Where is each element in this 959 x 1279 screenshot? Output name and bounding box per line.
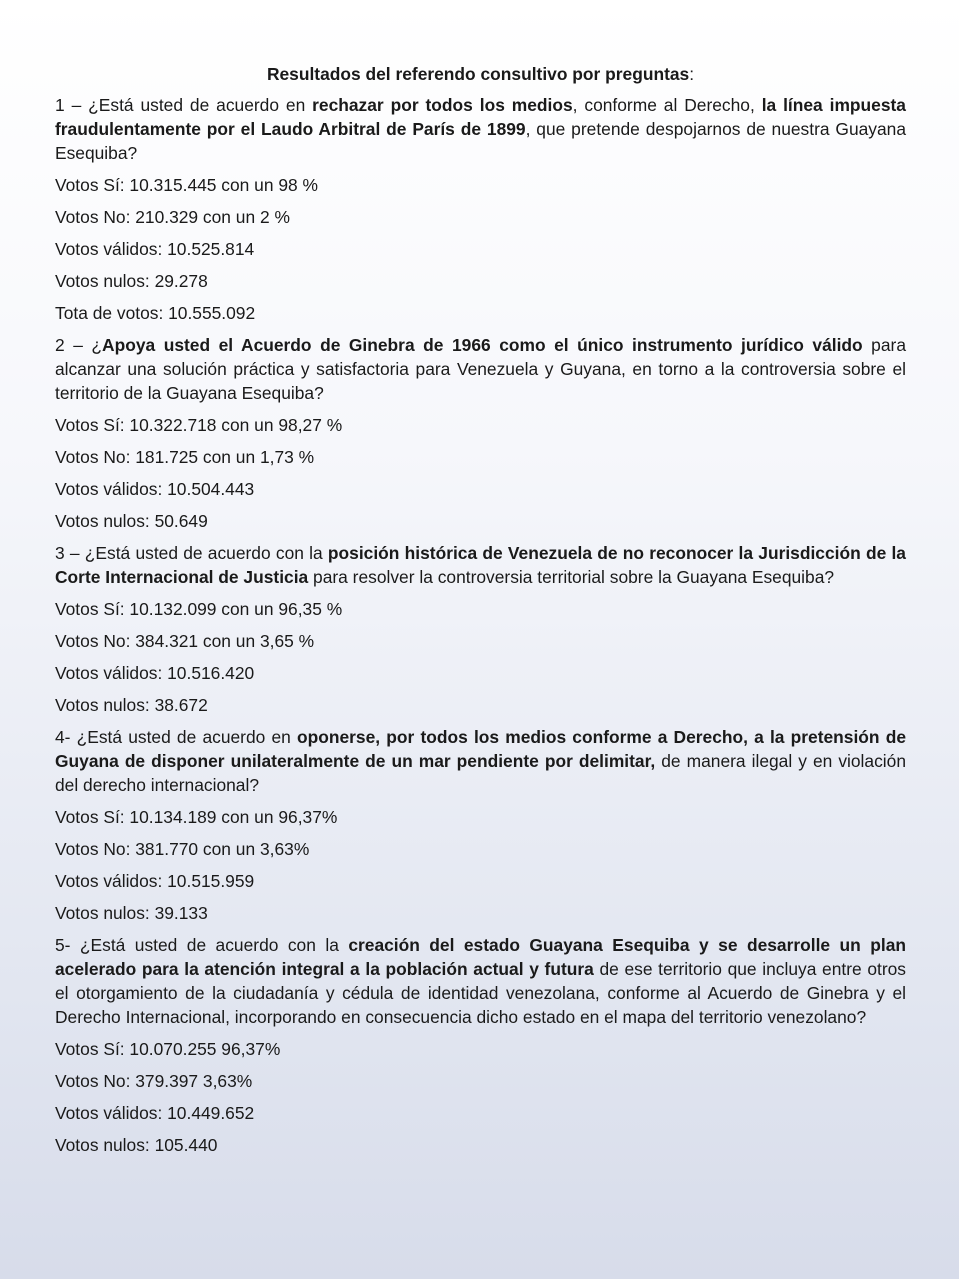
vote-result-line: Tota de votos: 10.555.092 bbox=[55, 303, 256, 323]
question-text-5 bbox=[55, 933, 906, 1029]
vote-result-line: Votos nulos: 50.649 bbox=[55, 511, 208, 531]
question-segment: de manera ilegal y en violación del derecho internacional? bbox=[55, 751, 906, 795]
vote-result-line: Votos válidos: 10.516.420 bbox=[55, 663, 255, 683]
vote-result-line: Votos Sí: 10.322.718 con un 98,27 % bbox=[55, 415, 343, 435]
document-title-text: Resultados del referendo consultivo por preguntas bbox=[266, 64, 690, 84]
vote-result-line: Votos Sí: 10.132.099 con un 96,35 % bbox=[55, 599, 343, 619]
question-text-1 bbox=[55, 93, 906, 165]
question-segment: de ese territorio que incluya entre otros el otorgamiento de la ciudadanía y cédula de identidad venezolana, conforme al Acuerdo de Ginebra y el Derecho Internacional, incorporando en consecuencia dicho estado en el mapa del territorio venezolano? bbox=[55, 959, 907, 1027]
vote-result-line: Votos No: 384.321 con un 3,65 % bbox=[55, 631, 315, 651]
question-segment: 5- ¿Está usted de acuerdo con la bbox=[55, 935, 349, 955]
question-emphasis: posición histórica de Venezuela de no reconocer la Jurisdicción de la Corte Internacional de Justicia bbox=[55, 543, 906, 587]
questions-list bbox=[55, 93, 906, 1165]
vote-result-line: Votos nulos: 38.672 bbox=[55, 695, 208, 715]
question-segment: 1 – ¿Está usted de acuerdo en bbox=[55, 95, 313, 115]
document-title bbox=[55, 62, 906, 86]
question-segment: , que pretende despojarnos de nuestra Guayana Esequiba? bbox=[55, 119, 907, 163]
question-block-2 bbox=[55, 333, 906, 541]
document-title-colon: : bbox=[689, 64, 695, 84]
question-emphasis: rechazar por todos los medios bbox=[312, 95, 573, 115]
vote-result-line: Votos válidos: 10.515.959 bbox=[55, 871, 255, 891]
question-segment: 3 – ¿Está usted de acuerdo con la bbox=[55, 543, 328, 563]
question-emphasis: creación del estado Guayana Esequiba y se desarrolle un plan acelerado para la atención integral a la población actual y futura bbox=[55, 935, 906, 979]
vote-result-line: Votos Sí: 10.134.189 con un 96,37% bbox=[55, 807, 338, 827]
question-segment: 4- ¿Está usted de acuerdo en bbox=[55, 727, 297, 747]
vote-result-line: Votos válidos: 10.449.652 bbox=[55, 1103, 255, 1123]
question-segment: para resolver la controversia territorial sobre la Guayana Esequiba? bbox=[308, 567, 835, 587]
question-block-5 bbox=[55, 933, 906, 1165]
vote-result-line: Votos válidos: 10.525.814 bbox=[55, 239, 255, 259]
vote-result-line: Votos nulos: 39.133 bbox=[55, 903, 208, 923]
vote-result-line: Votos válidos: 10.504.443 bbox=[55, 479, 255, 499]
question-text-4 bbox=[55, 725, 906, 797]
question-segment: , conforme al Derecho, bbox=[572, 95, 762, 115]
question-segment: 2 – ¿ bbox=[55, 335, 103, 355]
question-block-3 bbox=[55, 541, 906, 725]
question-emphasis: la línea impuesta fraudulentamente por el Laudo Arbitral de París de 1899 bbox=[55, 95, 906, 139]
question-block-4 bbox=[55, 725, 906, 933]
vote-result-line: Votos Sí: 10.315.445 con un 98 % bbox=[55, 175, 318, 195]
vote-result-line: Votos No: 181.725 con un 1,73 % bbox=[55, 447, 315, 467]
vote-result-line: Votos nulos: 29.278 bbox=[55, 271, 208, 291]
question-block-1 bbox=[55, 93, 906, 333]
vote-result-line: Votos No: 210.329 con un 2 % bbox=[55, 207, 290, 227]
vote-result-line: Votos No: 379.397 3,63% bbox=[55, 1071, 253, 1091]
vote-result-line: Votos nulos: 105.440 bbox=[55, 1135, 218, 1155]
vote-result-line: Votos Sí: 10.070.255 96,37% bbox=[55, 1039, 281, 1059]
question-segment: para alcanzar una solución práctica y satisfactoria para Venezuela y Guyana, en torno a la controversia sobre el territorio de la Guayana Esequiba? bbox=[55, 335, 906, 403]
question-emphasis: oponerse, por todos los medios conforme a Derecho, a la pretensión de Guyana de disponer unilateralmente de un mar pendiente por delimitar, bbox=[55, 727, 906, 771]
question-text-3 bbox=[55, 541, 906, 589]
question-text-2 bbox=[55, 333, 906, 405]
vote-result-line: Votos No: 381.770 con un 3,63% bbox=[55, 839, 310, 859]
document-page bbox=[55, 62, 906, 1165]
question-emphasis: Apoya usted el Acuerdo de Ginebra de 1966 como el único instrumento jurídico válido bbox=[102, 335, 863, 355]
